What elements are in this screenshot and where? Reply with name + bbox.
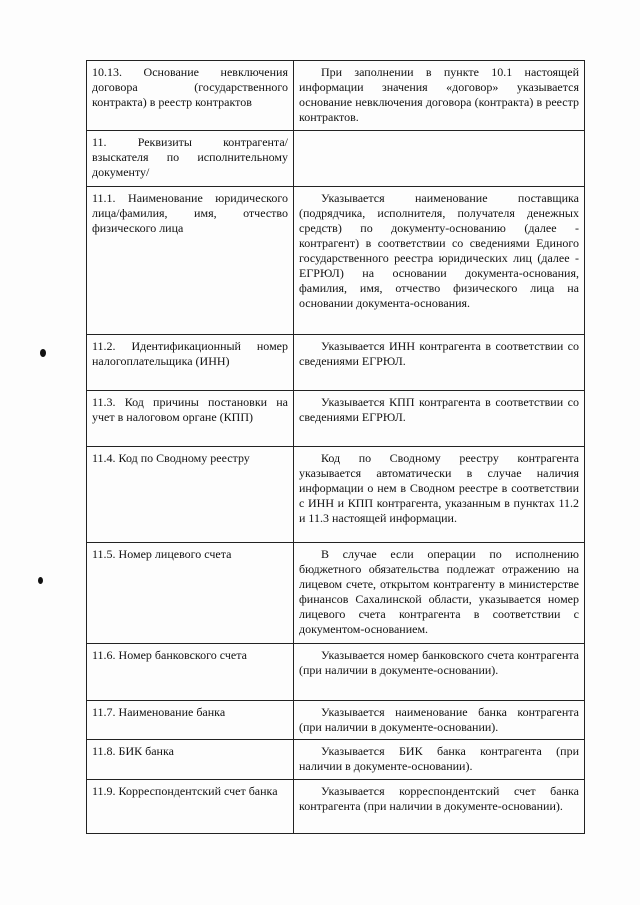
table-row [87,61,585,131]
margin-mark-dot [38,577,43,584]
table-row [87,335,585,391]
field-description-cell: В случае если операции по исполнению бюджетного обязательства подлежат отражению на лицевом счете, открытом контрагенту в министерстве финансов Сахалинской области, указывается номер лицевого счета контрагента в соответствии с документом-основанием. [294,543,585,644]
table-row [87,391,585,447]
field-description-cell: Указывается БИК банка контрагента (при наличии в документе-основании). [294,740,585,780]
table-row [87,447,585,543]
field-name-cell: 11.3. Код причины постановки на учет в налоговом органе (КПП) [87,391,294,447]
table-row [87,543,585,644]
field-description-cell: При заполнении в пункте 10.1 настоящей информации значения «договор» указывается основание невключения договора (контракта) в реестр контрактов. [294,61,585,131]
table-row [87,701,585,740]
field-name-cell: 10.13. Основание невключения договора (государственного контракта) в реестр контрактов [87,61,294,131]
field-name-cell: 11.7. Наименование банка [87,701,294,740]
field-description-cell: Указывается КПП контрагента в соответствии со сведениями ЕГРЮЛ. [294,391,585,447]
field-description-cell [294,131,585,187]
field-name-cell: 11.4. Код по Сводному реестру [87,447,294,543]
table-row [87,780,585,834]
field-name-cell: 11.9. Корреспондентский счет банка [87,780,294,834]
field-description-cell: Указывается корреспондентский счет банка контрагента (при наличии в документе-основании). [294,780,585,834]
table-row [87,131,585,187]
section-heading-cell: 11. Реквизиты контрагента/взыскателя по исполнительному документу/ [87,131,294,187]
field-description-cell: Указывается ИНН контрагента в соответствии со сведениями ЕГРЮЛ. [294,335,585,391]
table-row [87,740,585,780]
requisites-table [86,60,585,834]
field-description-cell: Указывается наименование банка контрагента (при наличии в документе-основании). [294,701,585,740]
margin-mark-dot [40,349,46,357]
field-name-cell: 11.2. Идентификационный номер налогоплательщика (ИНН) [87,335,294,391]
field-name-cell: 11.6. Номер банковского счета [87,644,294,701]
field-description-cell: Код по Сводному реестру контрагента указывается автоматически в случае наличия информации о нем в Сводном реестре в соответствии с ИНН и КПП контрагента, указанным в пунктах 11.2 и 11.3 настоящей информации. [294,447,585,543]
table-row [87,644,585,701]
field-description-cell: Указывается номер банковского счета контрагента (при наличии в документе-основании). [294,644,585,701]
field-name-cell: 11.5. Номер лицевого счета [87,543,294,644]
field-name-cell: 11.1. Наименование юридического лица/фамилия, имя, отчество физического лица [87,187,294,335]
field-description-cell: Указывается наименование поставщика (подрядчика, исполнителя, получателя денежных средств) по документу-основанию (далее - контрагент) в соответствии со сведениями Единого государственного реестра юридических лиц (далее - ЕГРЮЛ) на основании документа-основания, фамилия, имя, отчество физического лица на основании документа-основания. [294,187,585,335]
field-name-cell: 11.8. БИК банка [87,740,294,780]
table-row [87,187,585,335]
